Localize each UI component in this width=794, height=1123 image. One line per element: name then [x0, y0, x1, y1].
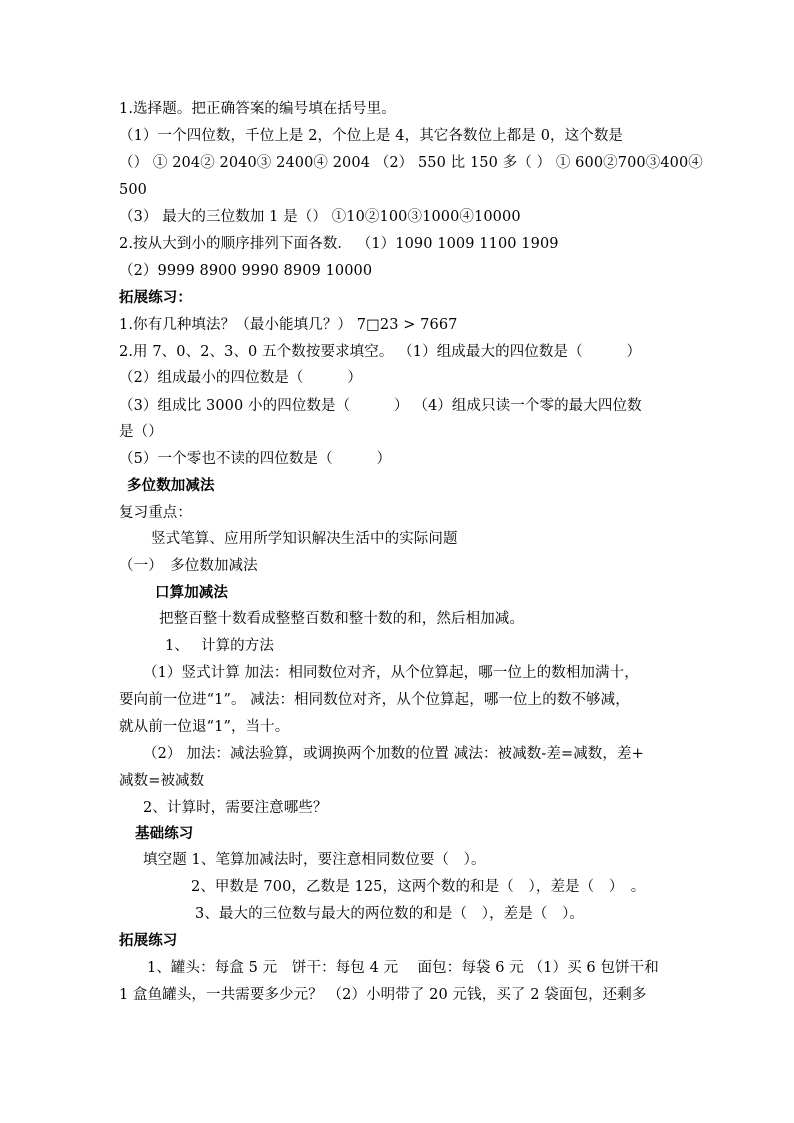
question-1-title: 1.选择题。把正确答案的编号填在括号里。: [119, 101, 396, 117]
extension-word-problem: 1、罐头：每盒 5 元 饼干：每包 4 元 面包：每袋 6 元 （1）买 6 包饼干和: [147, 960, 659, 976]
question-1-part-1-options: （） ① 204② 2040③ 2400④ 2004 （2） 550 比 150 多（ ） ① 600②700③400④: [119, 155, 703, 171]
question-2-part-2: （2）9999 8900 9990 8909 10000: [119, 263, 373, 279]
section-heading-basic: 基础练习: [135, 825, 194, 842]
calc-notes-question: 2、计算时，需要注意哪些？: [143, 800, 328, 816]
extension-question-2-part-4-cont: 是（）: [119, 424, 163, 440]
question-1-part-2-option-cont: 500: [119, 182, 147, 198]
extension-question-2-part-3-4: （3）组成比 3000 小的四位数是（ ） （4）组成只读一个零的最大四位数: [119, 398, 642, 414]
basic-fill-3: 3、最大的三位数与最大的两位数的和是（ ），差是（ ）。: [195, 906, 585, 922]
calc-method-title: 1、 计算的方法: [165, 638, 274, 654]
extension-question-2-part-5: （5）一个零也不读的四位数是（ ）: [119, 451, 392, 467]
question-1-part-3: （3） 最大的三位数加 1 是（） ①10②100③1000④10000: [119, 209, 521, 225]
extension-question-2: 2.用 7、0、2、3、0 五个数按要求填空。 （1）组成最大的四位数是（ ）: [119, 344, 642, 360]
section-heading-extension-2: 拓展练习: [119, 932, 178, 949]
extension-word-problem-cont: 1 盒鱼罐头，一共需要多少元？ （2）小明带了 20 元钱，买了 2 袋面包，还剩多: [119, 987, 647, 1003]
question-2-title: 2.按从大到小的顺序排列下面各数． （1）1090 1009 1100 1909: [119, 236, 559, 252]
review-focus-content: 竖式笔算、应用所学知识解决生活中的实际问题: [151, 531, 458, 547]
calc-method-1: （1）竖式计算 加法：相同数位对齐，从个位算起，哪一位上的数相加满十，: [143, 665, 639, 681]
extension-question-2-part-2: （2）组成最小的四位数是（ ）: [119, 370, 362, 386]
calc-method-2-end: 减数=被减数: [119, 773, 205, 789]
section-heading-multi-digit: 多位数加减法: [127, 477, 215, 494]
basic-fill-2: 2、甲数是 700，乙数是 125，这两个数的和是（ ），差是（ ） 。: [191, 879, 646, 895]
mental-math-heading: 口算加减法: [155, 584, 228, 601]
section-heading-extension: 拓展练习：: [119, 289, 192, 306]
calc-method-1-end: 就从前一位退“1”，当十。: [119, 719, 290, 735]
extension-question-1: 1.你有几种填法？（最小能填几？） 7□23 > 7667: [119, 317, 458, 333]
question-1-part-1: （1）一个四位数，千位上是 2，个位上是 4，其它各数位上都是 0，这个数是: [119, 128, 624, 144]
review-focus-label: 复习重点：: [119, 505, 192, 521]
mental-math-description: 把整百整十数看成整整百数和整十数的和，然后相加减。: [159, 611, 524, 627]
calc-method-1-cont: 要向前一位进“1”。 减法：相同数位对齐，从个位算起，哪一位上的数不够减，: [119, 692, 630, 708]
basic-fill-1: 填空题 1、笔算加减法时，要注意相同数位要（ ）。: [143, 852, 486, 868]
subsection-1-title: （一） 多位数加减法: [119, 558, 258, 574]
calc-method-2: （2） 加法：减法验算，或调换两个加数的位置 减法：被减数-差=减数，差+: [143, 746, 644, 762]
